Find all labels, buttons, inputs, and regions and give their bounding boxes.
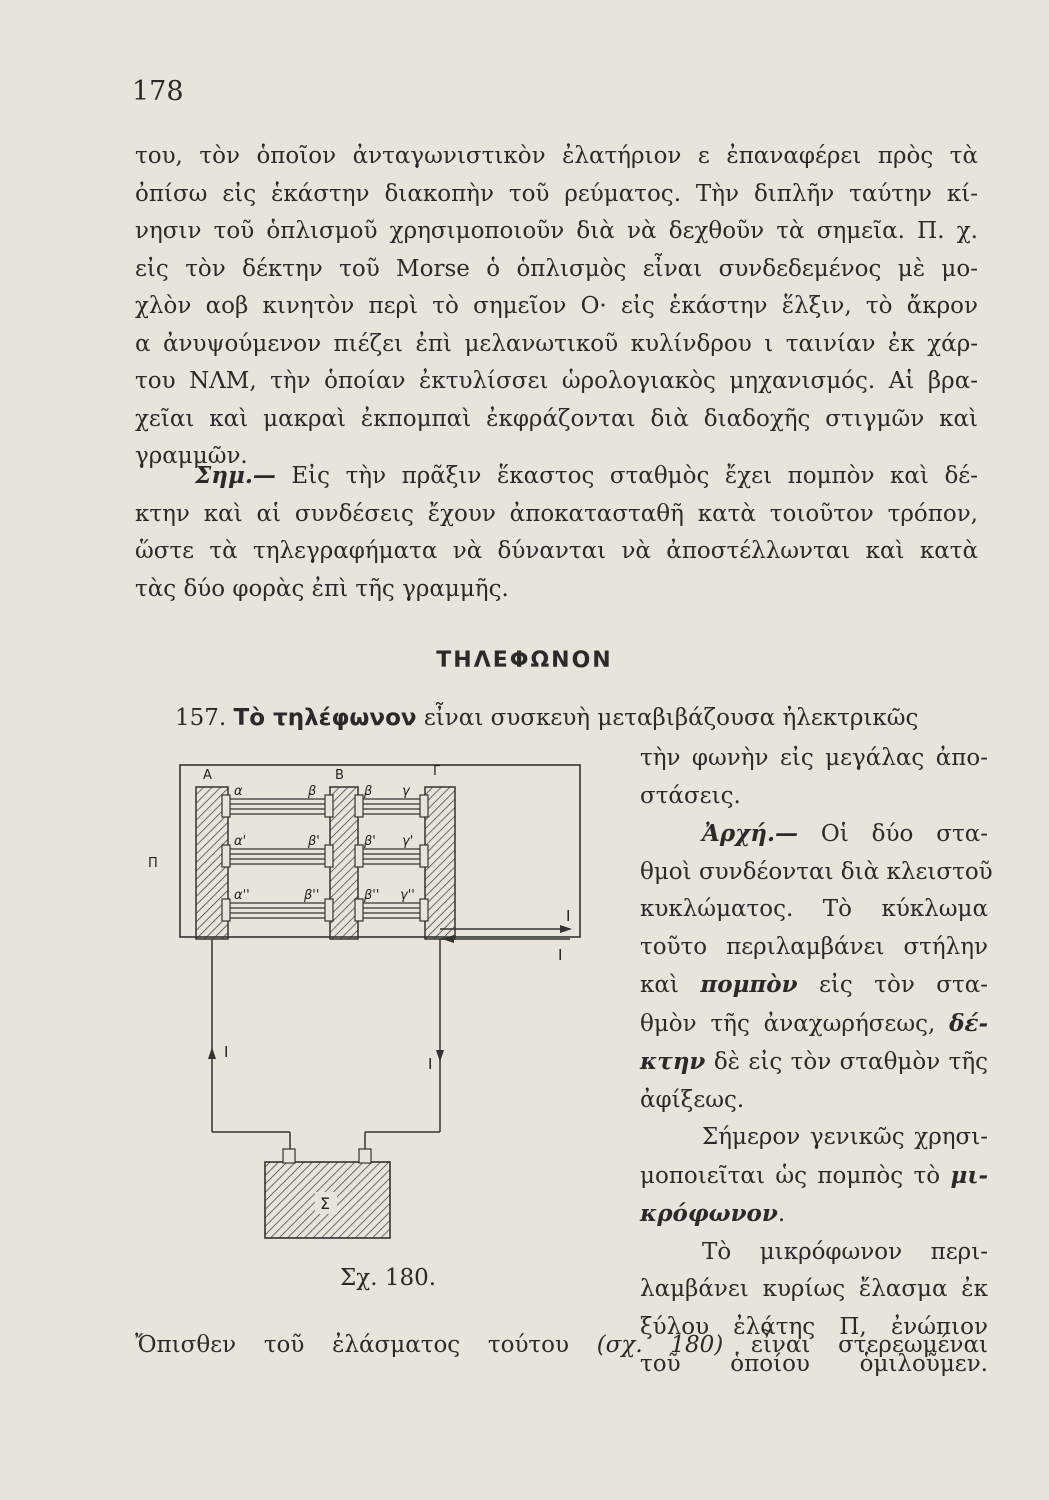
label-bb1: β' xyxy=(364,834,376,849)
page-number: 178 xyxy=(132,76,184,107)
text-line: Σήμερον γενικῶς χρησι- xyxy=(702,1124,988,1150)
text-line: χλὸν αοβ κινητὸν περὶ τὸ σημεῖον Ο· εἰς ἑκάστην ἕλξιν, τὸ ἄκρον xyxy=(135,293,978,319)
text-line xyxy=(640,1005,988,1044)
battery-terminal xyxy=(359,1149,371,1163)
text-fragment: θμὸν τῆς ἀναχωρήσεως, xyxy=(640,1010,950,1037)
figure-reference: (σχ. 180) xyxy=(596,1332,724,1358)
current-arrows xyxy=(208,925,572,1062)
text-fragment: δὲ εἰς τὸν σταθμὸν τῆς xyxy=(705,1049,988,1075)
text-line: τοῦτο περιλαμβάνει στήλην xyxy=(640,933,988,960)
telephone-circuit-figure xyxy=(140,757,610,1247)
label-P: Π xyxy=(148,856,158,871)
section-heading: ΤΗΛΕΦΩΝΟΝ xyxy=(436,648,613,673)
text-fragment: εἰς τὸν στα- xyxy=(797,972,988,998)
text-line: στάσεις. xyxy=(640,782,741,809)
paragraph-note xyxy=(135,457,978,608)
label-bb: β xyxy=(364,784,373,799)
text-line: εἰς τὸν δέκτην τοῦ Morse ὁ ὁπλισμὸς εἶναι συνδεδεμένος μὲ μο- xyxy=(135,255,978,282)
label-g2: γ'' xyxy=(400,888,415,903)
text-line: ὀπίσω εἰς ἑκάστην διακοπὴν τοῦ ρεύματος. Τὴν διπλῆν ταύτην κί- xyxy=(135,180,978,207)
label-g1: γ' xyxy=(402,834,414,849)
text-line: του ΝΛΜ, τὴν ὁποίαν ἐκτυλίσσει ὡρολογιακὸς μηχανισμός. Αἱ βρα- xyxy=(135,368,978,394)
block-g xyxy=(425,787,455,939)
label-I: I xyxy=(224,1043,229,1061)
text-line: α ἀνυψούμενον πιέζει ἐπὶ μελανωτικοῦ κυλίνδρου ι ταινίαν ἐκ χάρ- xyxy=(135,330,978,357)
text-line: θμοὶ συνδέονται διὰ κλειστοῦ xyxy=(640,858,993,885)
note-text: Εἰς τὴν πρᾶξιν ἕκαστος σταθμὸς ἔχει πομπὸν καὶ δέ- xyxy=(275,463,978,489)
side-column xyxy=(640,740,993,1384)
term-receiver: δέ- xyxy=(949,1009,988,1037)
label-G: Γ xyxy=(433,764,441,779)
text-fragment: μοποιεῖται ὡς πομπὸς τὸ xyxy=(640,1162,951,1189)
text-line: τὴν φωνὴν εἰς μεγάλας ἀπο- xyxy=(640,745,988,771)
label-I: I xyxy=(558,946,563,964)
text-line: γραμμῶν. xyxy=(135,443,248,469)
label-I: I xyxy=(566,907,571,925)
paragraph-telegraph xyxy=(135,138,978,476)
text-fragment: . xyxy=(777,1201,786,1227)
text-line: Τὸ μικρόφωνον περι- xyxy=(702,1238,988,1265)
circuit-wires xyxy=(212,929,570,1162)
label-b2: β'' xyxy=(304,888,320,903)
text-line: χεῖαι καὶ μακραὶ ἐκπομπαὶ ἐκφράζονται διὰ διαδοχῆς στιγμῶν καὶ xyxy=(135,405,978,432)
label-a1: α' xyxy=(234,834,247,849)
label-b1: β' xyxy=(308,834,320,849)
text-line: ὥστε τὰ τηλεγραφήματα νὰ δύνανται νὰ ἀποστέλλωνται καὶ κατὰ xyxy=(135,538,978,564)
figure-caption: Σχ. 180. xyxy=(340,1265,437,1291)
block-b xyxy=(330,787,358,939)
text-line: ἀφίξεως. xyxy=(640,1086,745,1113)
text-line xyxy=(135,1332,988,1358)
term-microphone-cont: κρόφωνον xyxy=(640,1200,778,1227)
label-bb2: β'' xyxy=(364,888,380,903)
lead-sentence xyxy=(175,705,988,731)
section-number: 157. xyxy=(175,705,227,731)
label-g: γ xyxy=(402,784,410,799)
text-line: λαμβάνει κυρίως ἔλασμα ἐκ xyxy=(640,1276,988,1302)
note-label: Σημ.— xyxy=(195,462,276,489)
label-a2: α'' xyxy=(234,888,250,903)
text-line xyxy=(640,815,988,854)
text-fragment: εἶναι στερεωμέναι xyxy=(723,1332,989,1358)
label-A: Α xyxy=(203,768,212,783)
text-fragment: καὶ xyxy=(640,972,701,998)
text-fragment: Ὄπισθεν τοῦ ἐλάσματος τούτου xyxy=(135,1332,597,1358)
text-line xyxy=(640,966,988,1005)
lead-text: εἶναι συσκευὴ μεταβιβάζουσα ἠλεκτρικῶς xyxy=(416,705,919,731)
arche-label: Ἀρχή.— xyxy=(702,820,798,847)
term-microphone: μι- xyxy=(950,1161,988,1189)
text-line: κυκλώματος. Τὸ κύκλωμα xyxy=(640,896,988,922)
text-line xyxy=(640,1043,988,1082)
battery-terminal xyxy=(283,1149,295,1163)
text-line xyxy=(640,1195,988,1234)
label-a: α xyxy=(234,784,243,799)
label-b: β xyxy=(308,784,317,799)
text-line: του, τὸν ὁποῖον ἀνταγωνιστικὸν ἐλατήριον ε ἐπαναφέρει πρὸς τὰ xyxy=(135,143,978,169)
text-line xyxy=(640,1157,988,1196)
text-line: τοῦ ὁποίου ὁμιλοῦμεν. xyxy=(640,1351,988,1377)
text-line xyxy=(135,457,978,496)
text-line: κτην καὶ αἱ συνδέσεις ἔχουν ἀποκατασταθῆ κατὰ τοιοῦτον τρόπον, xyxy=(135,500,978,527)
text-line: νησιν τοῦ ὁπλισμοῦ χρησιμοποιοῦν διὰ νὰ δεχθοῦν τὰ σημεῖα. Π. χ. xyxy=(135,218,978,244)
term-telephone: Τὸ τηλέφωνον xyxy=(233,705,417,731)
text-line: τὰς δύο φορὰς ἐπὶ τῆς γραμμῆς. xyxy=(135,575,509,602)
text-line: ξύλου ἐλάτης Π, ἐνώπιον xyxy=(640,1313,988,1340)
label-B: Β xyxy=(335,768,344,783)
label-I: I xyxy=(428,1055,433,1073)
term-receiver-cont: κτην xyxy=(640,1048,706,1075)
term-transmitter: πομπὸν xyxy=(700,971,798,998)
label-S: Σ xyxy=(320,1194,331,1213)
text-fragment: Οἱ δύο στα- xyxy=(798,821,988,847)
